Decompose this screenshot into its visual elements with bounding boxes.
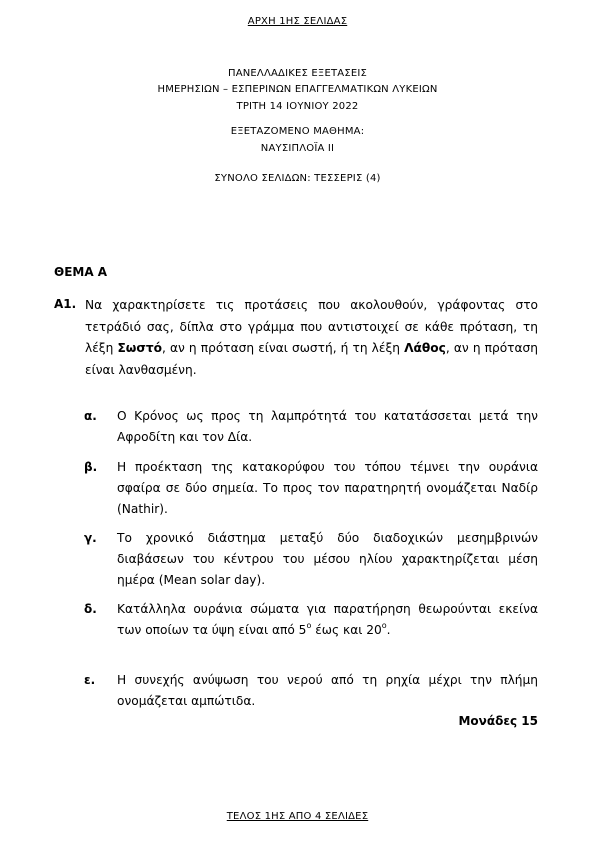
- exam-school-type: ΗΜΕΡΗΣΙΩΝ – ΕΣΠΕΡΙΝΩΝ ΕΠΑΓΓΕΛΜΑΤΙΚΩΝ ΛΥΚΕΙΩΝ: [157, 84, 438, 95]
- item-text-d-part2: έως και 20: [311, 623, 382, 637]
- item-text-e: Η συνεχής ανύψωση του νερού από τη ρηχία μέχρι την πλήμη ονομάζεται αμπώτιδα.: [117, 673, 538, 708]
- item-text-d-part1: Κατάλληλα ουράνια σώματα για παρατήρηση θεωρούνται εκείνα των οποίων τα ύψη είναι από 5: [117, 602, 538, 637]
- question-label: Α1.: [54, 297, 77, 311]
- section-title: ΘΕΜΑ Α: [54, 265, 108, 279]
- item-text-a: Ο Κρόνος ως προς τη λαμπρότητά του κατατάσσεται μετά την Αφροδίτη και τον Δία.: [117, 409, 538, 444]
- exam-title: ΠΑΝΕΛΛΑΔΙΚΕΣ ΕΞΕΤΑΣΕΙΣ: [227, 68, 368, 79]
- item-label-a: α.: [84, 409, 97, 423]
- item-label-e: ε.: [84, 673, 96, 687]
- subject-name: ΝΑΥΣΙΠΛΟΪΑ ΙΙ: [260, 143, 335, 154]
- item-text-c: Το χρονικό διάστημα μεταξύ δύο διαδοχικών μεσημβρινών διαβάσεων του κέντρου του μέσου ηλίου χαρακτηρίζεται μέση ημέρα (Mean solar day).: [117, 531, 538, 587]
- word-wrong: Λάθος: [404, 341, 446, 355]
- exam-date: ΤΡΙΤΗ 14 ΙΟΥΝΙΟΥ 2022: [236, 101, 359, 112]
- item-label-d: δ.: [84, 602, 97, 616]
- question-text-part1: Να χαρακτηρίσετε τις προτάσεις που ακολουθούν, γράφοντας στο τετράδιό σας, δίπλα στο γράμμα που αντιστοιχεί σε κάθε πρόταση, τη λέξη: [85, 298, 538, 355]
- item-text-d: [117, 599, 538, 641]
- item-label-c: γ.: [84, 531, 97, 545]
- total-pages: ΣΥΝΟΛΟ ΣΕΛΙΔΩΝ: ΤΕΣΣΕΡΙΣ (4): [214, 173, 381, 184]
- subject-label: ΕΞΕΤΑΖΟΜΕΝΟ ΜΑΘΗΜΑ:: [230, 126, 365, 137]
- score-points: Μονάδες 15: [458, 714, 538, 728]
- item-label-b: β.: [84, 460, 98, 474]
- word-correct: Σωστό: [117, 341, 162, 355]
- degree-mark-2: ο: [381, 620, 387, 630]
- question-text-part2: , αν η πρόταση είναι σωστή, ή τη λέξη: [162, 341, 405, 355]
- page-end-marker: ΤΕΛΟΣ 1ΗΣ ΑΠΟ 4 ΣΕΛΙΔΕΣ: [226, 811, 369, 822]
- item-text-b: Η προέκταση της κατακορύφου του τόπου τέμνει την ουράνια σφαίρα σε δύο σημεία. Το προς τον παρατηρητή ονομάζεται Ναδίρ (Nathir).: [117, 460, 538, 516]
- question-text-part3: , αν η πρόταση είναι λανθασμένη.: [85, 341, 538, 377]
- question-text: [85, 295, 538, 381]
- degree-mark-1: ο: [306, 620, 312, 630]
- page-start-marker: ΑΡΧΗ 1ΗΣ ΣΕΛΙΔΑΣ: [247, 16, 348, 27]
- item-text-d-part3: .: [386, 623, 391, 637]
